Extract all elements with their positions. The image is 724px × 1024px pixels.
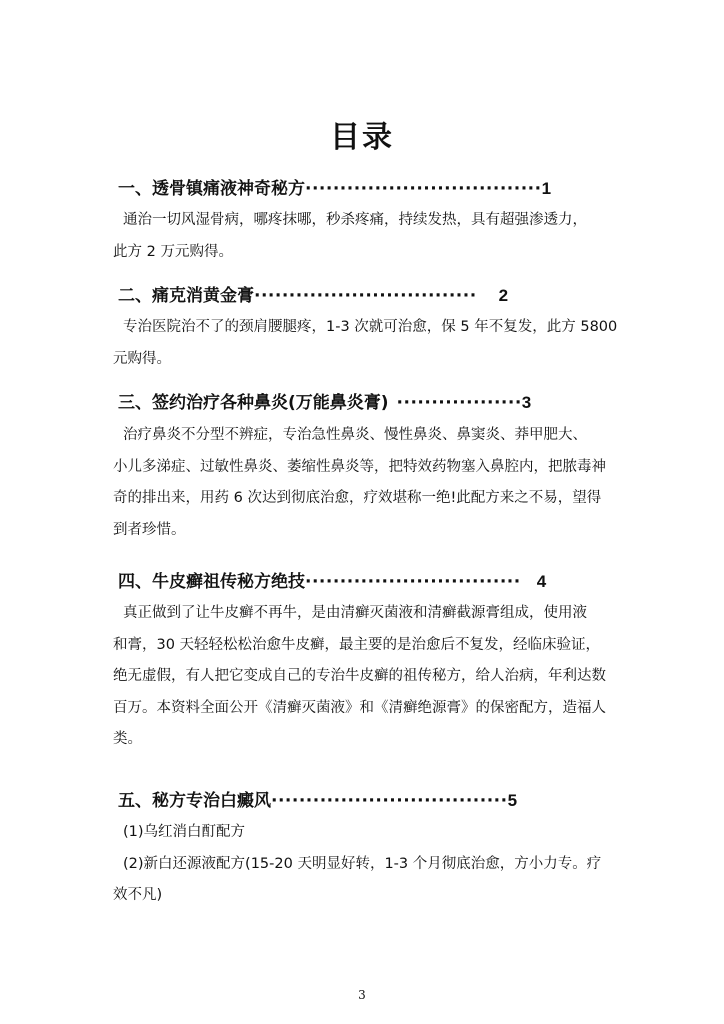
toc-entry-page-number: 2: [498, 286, 509, 305]
toc-entry-page-number: 4: [536, 572, 547, 591]
toc-entry-3-description: [113, 420, 641, 546]
toc-entry-leader: ··································: [271, 791, 508, 811]
description-line: (2)新白还源液配方(15-20 天明显好转，1-3 个月彻底治愈，方小力专。疗: [123, 855, 602, 872]
toc-entry-leader: ··················: [396, 393, 522, 413]
description-line: 此方 2 万元购得。: [113, 243, 233, 260]
toc-entry-heading-text: 二、痛克消黄金膏: [118, 286, 254, 306]
description-line: 类。: [113, 731, 142, 747]
toc-entry-heading-text: 五、秘方专治白癜风: [118, 791, 271, 811]
description-line: 通治一切风湿骨病，哪疼抹哪，秒杀疼痛，持续发热，具有超强渗透力，: [123, 212, 587, 228]
toc-entry-leader: ··································: [305, 179, 542, 199]
description-line: 到者珍惜。: [113, 521, 186, 538]
description-line: 真正做到了让牛皮癣不再牛，是由清癣灭菌液和清癣截源膏组成，使用液: [123, 605, 587, 621]
description-line: 绝无虚假，有人把它变成自己的专治牛皮癣的祖传秘方，给人治病，年利达数: [113, 668, 606, 684]
description-line: (1)乌红消白酊配方: [123, 824, 246, 840]
toc-entry-leader: ·······························: [305, 572, 521, 592]
toc-entry-2-description: [113, 312, 641, 375]
toc-entry-heading-text: 三、签约治疗各种鼻炎(万能鼻炎膏): [118, 393, 389, 413]
toc-entry-5-heading: [118, 786, 517, 811]
page-number: 3: [358, 988, 366, 1002]
toc-entry-1-description: [113, 205, 641, 268]
description-line: 小儿多涕症、过敏性鼻炎、萎缩性鼻炎等，把特效药物塞入鼻腔内，把脓毒神: [113, 458, 606, 475]
toc-entry-heading-text: 四、牛皮癣祖传秘方绝技: [118, 572, 305, 592]
toc-entry-page-number: 3: [521, 393, 532, 412]
description-line: 元购得。: [113, 350, 171, 367]
description-line: 治疗鼻炎不分型不辨症，专治急性鼻炎、慢性鼻炎、鼻窦炎、莽甲肥大、: [123, 427, 587, 443]
description-line: 百万。本资料全面公开《清癣灭菌液》和《清癣绝源膏》的保密配方，造福人: [113, 699, 606, 716]
page-title: 目录: [330, 120, 394, 155]
toc-entry-5-description: [113, 817, 641, 912]
toc-entry-leader: ································: [254, 286, 477, 306]
toc-entry-page-number: 1: [541, 179, 552, 198]
toc-entry-heading-text: 一、透骨镇痛液神奇秘方: [118, 179, 305, 199]
description-line: 和膏，30 天轻轻松松治愈牛皮癣，最主要的是治愈后不复发，经临床验证，: [113, 636, 601, 653]
description-line: 效不凡): [113, 887, 163, 903]
toc-entry-3-heading: [118, 388, 531, 413]
toc-entry-4-heading: [118, 567, 546, 592]
toc-entry-1-heading: [118, 174, 551, 199]
toc-entry-4-description: [113, 598, 641, 756]
description-line: 专治医院治不了的颈肩腰腿疼，1-3 次就可治愈，保 5 年不复发，此方 5800: [123, 319, 618, 335]
description-line: 奇的排出来，用药 6 次达到彻底治愈，疗效堪称一绝!此配方来之不易，望得: [113, 490, 602, 506]
toc-entry-page-number: 5: [507, 791, 518, 810]
toc-entry-2-heading: [118, 281, 508, 306]
